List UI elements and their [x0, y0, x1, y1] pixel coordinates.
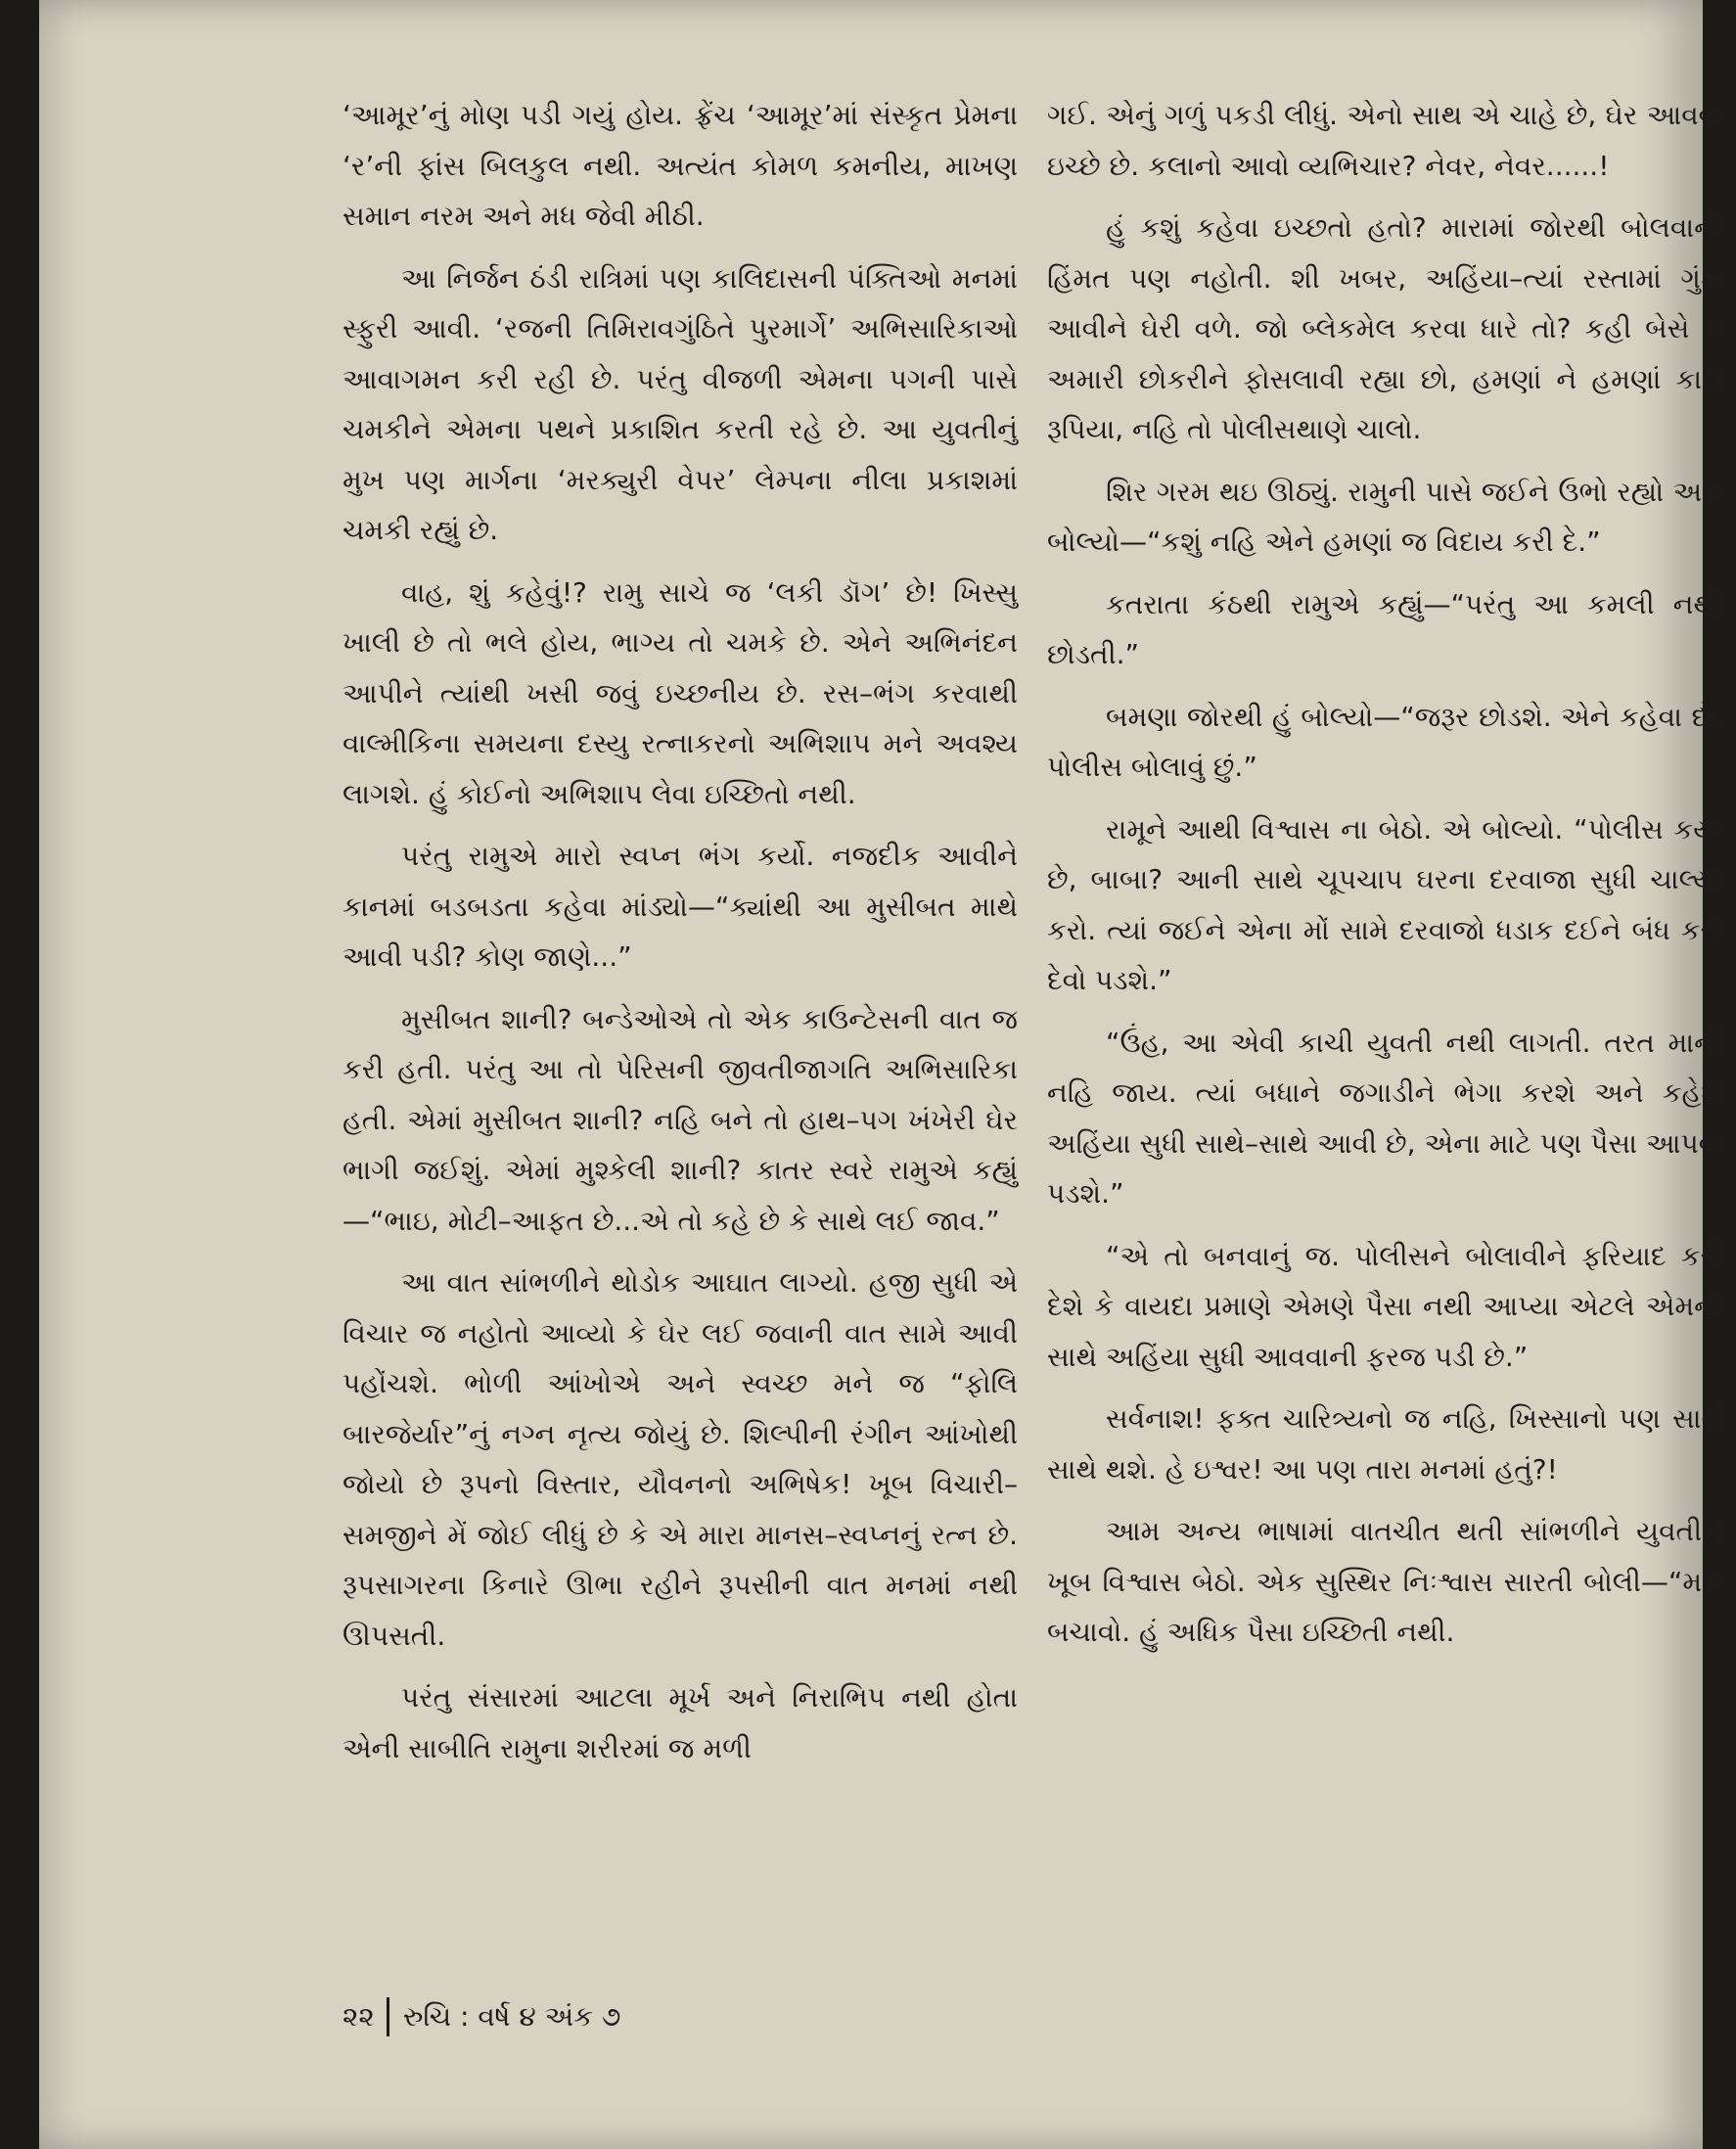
left-paragraph-2: આ નિર્જન ઠંડી રાત્રિમાં પણ કાલિદાસની પંક્તિઓ મનમાં સ્ફુરી આવી. ‘રજની તિમિરાવગુંઠિતે પુરમાર્ગે’ અભિસારિકાઓ આવાગમન કરી રહી છે. પરંતુ વીજળી એમના પગની પાસે ચમકીને એમના પથને પ્રકાશિત કરતી રહે છે. આ યુવતીનું મુખ પણ માર્ગના ‘મરક્યુરી વેપર’ લેમ્પના નીલા પ્રકાશમાં ચમકી રહ્યું છે.: [343, 261, 1018, 546]
right-paragraph-6: રામૂને આથી વિશ્વાસ ના બેઠો. એ બોલ્યો. “પોલીસ કયાં છે, બાબા? આની સાથે ચૂપચાપ ઘરના દરવાજા સુધી ચાલ્યા કરો. ત્યાં જઈને એના મોં સામે દરવાજો ધડાક દઈને બંધ કરી દેવો પડશે.”: [1047, 812, 1722, 996]
publication-info: રુચિ : વર્ષ ૪ અંક ૭: [402, 2000, 621, 2033]
page-number: ૨૨: [343, 2000, 375, 2033]
right-paragraph-8: “એ તો બનવાનું જ. પોલીસને બોલાવીને ફરિયાદ કરી દેશે કે વાયદા પ્રમાણે એમણે પૈસા નથી આપ્યા એટલે એમની સાથે અહિંયા સુધી આવવાની ફરજ પડી છે.”: [1047, 1239, 1722, 1373]
right-paragraph-3: શિર ગરમ થઇ ઊઠ્યું. રામુની પાસે જઈને ઉભો રહ્યો અને બોલ્યો—“કશું નહિ એને હમણાં જ વિદાય કરી દે.”: [1047, 475, 1722, 558]
left-column: [343, 90, 1018, 1785]
left-paragraph-5: મુસીબત શાની? બન્ડેઓએ તો એક કાઉન્ટેસની વાત જ કરી હતી. પરંતુ આ તો પેરિસની જીવતીજાગતિ અભિસારિકા હતી. એમાં મુસીબત શાની? નહિ બને તો હાથ–પગ ખંખેરી ઘેર ભાગી જઈશું. એમાં મુશ્કેલી શાની? કાતર સ્વરે રામુએ કહ્યું—“ભાઇ, મોટી–આફત છે...એ તો કહે છે કે સાથે લઈ જાવ.”: [343, 1002, 1018, 1237]
left-paragraph-3: વાહ, શું કહેવું!? રામુ સાચે જ ‘લકી ડૉગ’ છે! ખિસ્સુ ખાલી છે તો ભલે હોય, ભાગ્ય તો ચમકે છે. એને અભિનંદન આપીને ત્યાંથી ખસી જવું ઇચ્છનીય છે. રસ–ભંગ કરવાથી વાલ્મીકિના સમયના દસ્યુ રત્નાકરનો અભિશાપ મને અવશ્ય લાગશે. હું કોઈનો અભિશાપ લેવા ઇચ્છિતો નથી.: [343, 575, 1018, 810]
right-paragraph-5: બમણા જોરથી હું બોલ્યો—“જરૂર છોડશે. એને કહેવા દો, પોલીસ બોલાવું છું.”: [1047, 700, 1722, 783]
right-paragraph-10: આમ અન્ય ભાષામાં વાતચીત થતી સાંભળીને યુવતીને ખૂબ વિશ્વાસ બેઠો. એક સુસ્થિર નિઃશ્વાસ સારતી બોલી—“મને બચાવો. હું અધિક પૈસા ઇચ્છિતી નથી.: [1047, 1515, 1722, 1648]
right-paragraph-1: ગઈ. એનું ગળું પકડી લીધું. એનો સાથ એ ચાહે છે, ઘેર આવવા ઇચ્છે છે. કલાનો આવો વ્યભિચાર? નેવર, નેવર......!: [1047, 99, 1722, 182]
footer-divider: [387, 1997, 389, 2036]
right-paragraph-4: કતરાતા કંઠથી રામુએ કહ્યું—“પરંતુ આ કમલી નથી છોડતી.”: [1047, 587, 1722, 670]
left-paragraph-6: આ વાત સાંભળીને થોડોક આઘાત લાગ્યો. હજી સુધી એ વિચાર જ નહોતો આવ્યો કે ઘેર લઈ જવાની વાત સામે આવી પહોંચશે. ભોળી આંખોએ અને સ્વચ્છ મને જ “ફોલિ બારજેર્યાર”નું નગ્ન નૃત્ય જોયું છે. શિલ્પીની રંગીન આંખોથી જોયો છે રૂપનો વિસ્તાર, યૌવનનો અભિષેક! ખૂબ વિચારી–સમજીને મેં જોઈ લીધું છે કે એ મારા માનસ–સ્વપ્નનું રત્ન છે. રૂપસાગરના કિનારે ઊભા રહીને રૂપસીની વાત મનમાં નથી ઊપસતી.: [343, 1266, 1018, 1652]
magazine-page: [39, 0, 1722, 2149]
page-footer: [343, 1992, 620, 2041]
right-paragraph-2: હું કશું કહેવા ઇચ્છતો હતો? મારામાં જોરથી બોલવાની હિંમત પણ નહોતી. શી ખબર, અહિંયા–ત્યાં રસ્તામાં ગુંડા આવીને ઘેરી વળે. જો બ્લેકમેલ કરવા ધારે તો? કહી બેસે કે અમારી છોકરીને ફોસલાવી રહ્યા છો, હમણાં ને હમણાં કાઢો રૂપિયા, નહિ તો પોલીસથાણે ચાલો.: [1047, 211, 1722, 445]
left-paragraph-1: ‘આમૂર’નું મોણ પડી ગયું હોય. ફ્રેંચ ‘આમૂર’માં સંસ્કૃત પ્રેમના ‘ર’ની ફાંસ બિલકુલ નથી. અત્યંત કોમળ કમનીય, માખણ સમાન નરમ અને મધ જેવી મીઠી.: [343, 99, 1018, 232]
right-column: [1047, 90, 1722, 1669]
left-paragraph-4: પરંતુ રામુએ મારો સ્વપ્ન ભંગ કર્યો. નજદીક આવીને કાનમાં બડબડતા કહેવા માંડ્યો—“ક્યાંથી આ મુસીબત માથે આવી પડી? કોણ જાણે...”: [343, 840, 1018, 973]
right-paragraph-7: “ઉંહ, આ એવી કાચી યુવતી નથી લાગતી. તરત માની નહિ જાય. ત્યાં બધાને જગાડીને ભેગા કરશે અને કહેશે અહિંયા સુધી સાથે–સાથે આવી છે, એના માટે પણ પૈસા આપવા પડશે.”: [1047, 1026, 1722, 1210]
left-paragraph-7: પરંતુ સંસારમાં આટલા મૂર્ખ અને નિરાભિપ નથી હોતા એની સાબીતિ રામુના શરીરમાં જ મળી: [343, 1681, 1018, 1764]
right-paragraph-9: સર્વનાશ! ફક્ત ચારિત્ર્યનો જ નહિ, ખિસ્સાનો પણ સાથે સાથે થશે. હે ઇશ્વર! આ પણ તારા મનમાં હતું?!: [1047, 1402, 1722, 1486]
